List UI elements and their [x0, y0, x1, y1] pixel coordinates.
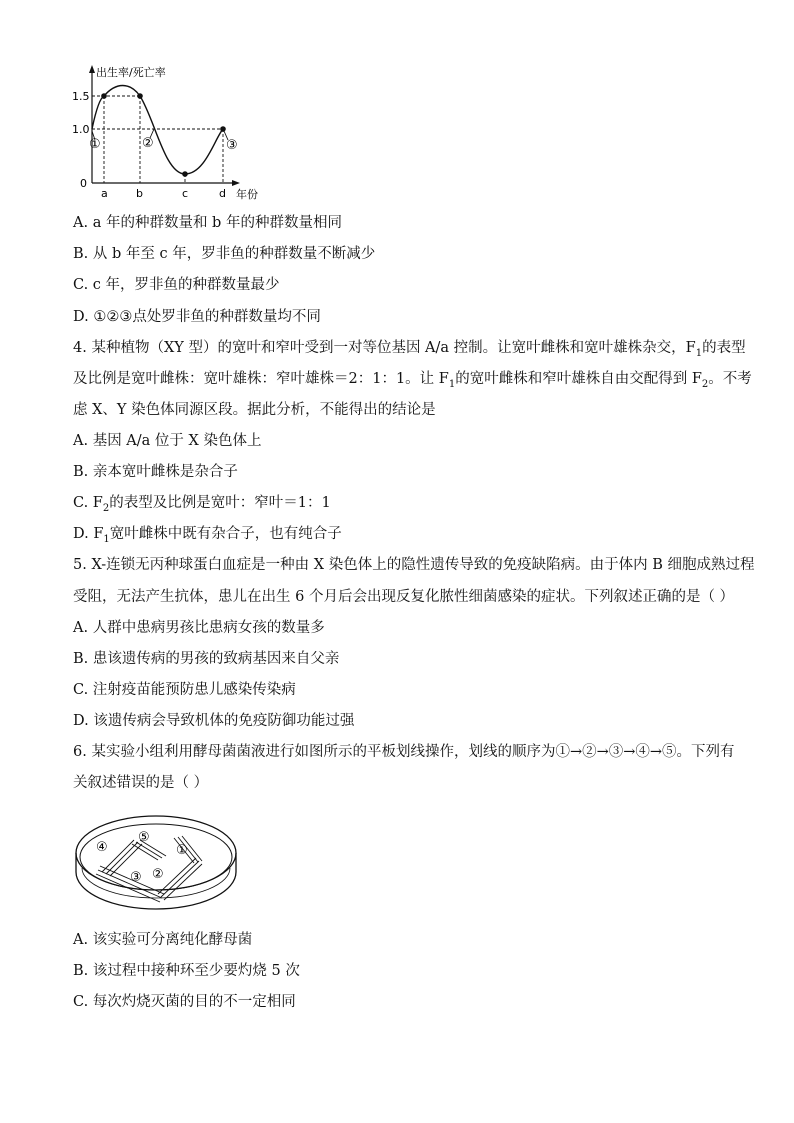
graph-xlabel: 年份: [236, 188, 258, 201]
graph-ylabel: 出生率/死亡率: [96, 66, 166, 79]
q4-option-b: B. 亲本宽叶雌株是杂合子: [73, 464, 238, 480]
q4-stem-line1: 4. 某种植物（XY 型）的宽叶和窄叶受到一对等位基因 A/a 控制。让宽叶雌株和宽叶雄株杂交，$F_1$的表型: [73, 340, 746, 359]
q3-option-b: B. 从 b 年至 c 年，罗非鱼的种群数量不断减少: [73, 246, 376, 262]
q4-stem-line3: 虑 X、Y 染色体同源区段。据此分析，不能得出的结论是: [73, 402, 436, 418]
q6-option-a: A. 该实验可分离纯化酵母菌: [73, 932, 253, 948]
q4-option-d: D. $F_1$宽叶雌株中既有杂合子，也有纯合子: [73, 526, 342, 545]
q5-option-b: B. 患该遗传病的男孩的致病基因来自父亲: [73, 651, 340, 667]
q5-option-c: C. 注射疫苗能预防患儿感染传染病: [73, 682, 296, 698]
streak-label-3: ③: [130, 870, 142, 885]
q3-option-c: C. c 年，罗非鱼的种群数量最少: [73, 277, 280, 293]
q6-stem-line1: 6. 某实验小组利用酵母菌菌液进行如图所示的平板划线操作，划线的顺序为①→②→③→④→⑤。下列有: [73, 744, 735, 760]
graph-ytick: 1.5: [72, 90, 90, 103]
q4-option-c: C. $F_2$的表型及比例是宽叶：窄叶＝1：1: [73, 495, 331, 514]
graph-xtick: d: [219, 187, 226, 200]
q6-option-c: C. 每次灼烧灭菌的目的不一定相同: [73, 994, 296, 1010]
graph-ytick: 0: [80, 177, 87, 190]
q5-stem-line1: 5. X-连锁无丙种球蛋白血症是一种由 X 染色体上的隐性遗传导致的免疫缺陷病。由于体内 B 细胞成熟过程: [73, 557, 755, 573]
q5-option-a: A. 人群中患病男孩比患病女孩的数量多: [73, 620, 325, 636]
q3-option-d: D. ①②③点处罗非鱼的种群数量均不同: [73, 309, 321, 325]
streak-label-4: ④: [96, 840, 108, 855]
point-label: ③: [226, 138, 238, 153]
q6-stem-line2: 关叙述错误的是（ ）: [73, 775, 209, 791]
q5-option-d: D. 该遗传病会导致机体的免疫防御功能过强: [73, 713, 355, 729]
streak-label-2: ②: [152, 867, 164, 882]
graph-ytick: 1.0: [72, 123, 90, 136]
q5-stem-line2: 受阻，无法产生抗体，患儿在出生 6 个月后会出现反复化脓性细菌感染的症状。下列叙述正确的是（ ）: [73, 589, 735, 605]
q6-option-b: B. 该过程中接种环至少要灼烧 5 次: [73, 963, 300, 979]
streak-label-1: ①: [176, 843, 188, 858]
graph-xtick: b: [136, 187, 143, 200]
point-label: ①: [89, 137, 101, 152]
point-label: ②: [142, 136, 154, 151]
streak-label-5: ⑤: [138, 830, 150, 845]
graph-xtick: a: [101, 187, 108, 200]
q4-option-a: A. 基因 A/a 位于 X 染色体上: [73, 433, 262, 449]
graph-xtick: c: [182, 187, 189, 200]
birth-death-rate-graph: [70, 60, 280, 205]
q4-stem-line2: 及比例是宽叶雌株：宽叶雄株：窄叶雄株＝2：1：1。让 $F_1$的宽叶雌株和窄叶雄株自由交配得到 $F_2$。不考: [73, 371, 752, 390]
q3-option-a: A. a 年的种群数量和 b 年的种群数量相同: [73, 215, 342, 231]
petri-dish-streak-figure: [72, 808, 242, 920]
rate-curve: [92, 86, 223, 175]
